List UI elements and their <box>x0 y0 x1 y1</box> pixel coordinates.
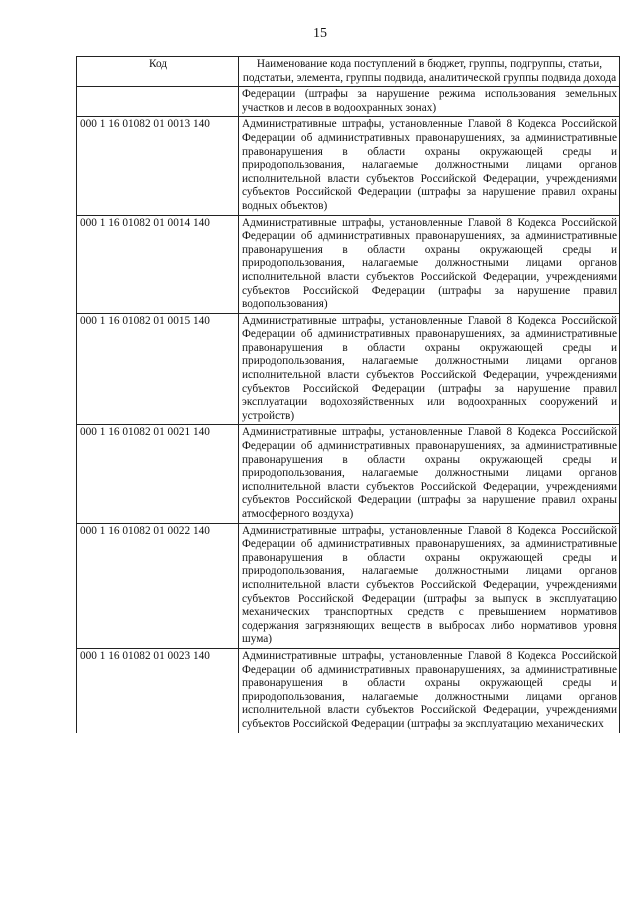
row-description: Административные штрафы, установленные Главой 8 Кодекса Российской Федерации об административных правонарушениях, за административные правонарушения в области охраны окружающей среды и природопользования, налагаемые должностными лицами органов исполнительной власти субъектов Российской Федерации, учреждениями субъектов Российской Федерации (штрафы за нарушение правил охраны атмосферного воздуха) <box>239 425 620 523</box>
table-row <box>77 425 620 523</box>
row-description: Административные штрафы, установленные Главой 8 Кодекса Российской Федерации об административных правонарушениях, за административные правонарушения в области охраны окружающей среды и природопользования, налагаемые должностными лицами органов исполнительной власти субъектов Российской Федерации, учреждениями субъектов Российской Федерации (штрафы за нарушение правил охраны водных объектов) <box>239 117 620 215</box>
row-code: 000 1 16 01082 01 0015 140 <box>77 313 239 425</box>
row-description: Федерации (штрафы за нарушение режима использования земельных участков и лесов в водоохранных зонах) <box>239 87 620 117</box>
header-code: Код <box>77 57 239 87</box>
row-description: Административные штрафы, установленные Главой 8 Кодекса Российской Федерации об административных правонарушениях, за административные правонарушения в области охраны окружающей среды и природопользования, налагаемые должностными лицами органов исполнительной власти субъектов Российской Федерации, учреждениями субъектов Российской Федерации (штрафы за эксплуатацию механических <box>239 648 620 732</box>
row-code: 000 1 16 01082 01 0021 140 <box>77 425 239 523</box>
row-description: Административные штрафы, установленные Главой 8 Кодекса Российской Федерации об административных правонарушениях, за административные правонарушения в области охраны окружающей среды и природопользования, налагаемые должностными лицами органов исполнительной власти субъектов Российской Федерации, учреждениями субъектов Российской Федерации (штрафы за выпуск в эксплуатацию механических транспортных средств с превышением нормативов содержания загрязняющих веществ в выбросах либо нормативов уровня шума) <box>239 523 620 648</box>
table-row <box>77 215 620 313</box>
table-row <box>77 648 620 732</box>
table-row <box>77 117 620 215</box>
header-name: Наименование кода поступлений в бюджет, группы, подгруппы, статьи, подстатьи, элемента, группы подвида, аналитической группы подвида дохода <box>239 57 620 87</box>
row-code: 000 1 16 01082 01 0022 140 <box>77 523 239 648</box>
row-description: Административные штрафы, установленные Главой 8 Кодекса Российской Федерации об административных правонарушениях, за административные правонарушения в области охраны окружающей среды и природопользования, налагаемые должностными лицами органов исполнительной власти субъектов Российской Федерации, учреждениями субъектов Российской Федерации (штрафы за нарушение правил эксплуатации водохозяйственных или водоохранных сооружений и устройств) <box>239 313 620 425</box>
row-code <box>77 87 239 117</box>
table-row <box>77 313 620 425</box>
row-code: 000 1 16 01082 01 0023 140 <box>77 648 239 732</box>
page-number: 15 <box>313 26 327 41</box>
table-header-row <box>77 57 620 87</box>
revenue-codes-table <box>76 56 620 733</box>
row-description: Административные штрафы, установленные Главой 8 Кодекса Российской Федерации об административных правонарушениях, за административные правонарушения в области охраны окружающей среды и природопользования, налагаемые должностными лицами органов исполнительной власти субъектов Российской Федерации, учреждениями субъектов Российской Федерации (штрафы за нарушение правил водопользования) <box>239 215 620 313</box>
table-row <box>77 523 620 648</box>
table-row <box>77 87 620 117</box>
row-code: 000 1 16 01082 01 0013 140 <box>77 117 239 215</box>
row-code: 000 1 16 01082 01 0014 140 <box>77 215 239 313</box>
